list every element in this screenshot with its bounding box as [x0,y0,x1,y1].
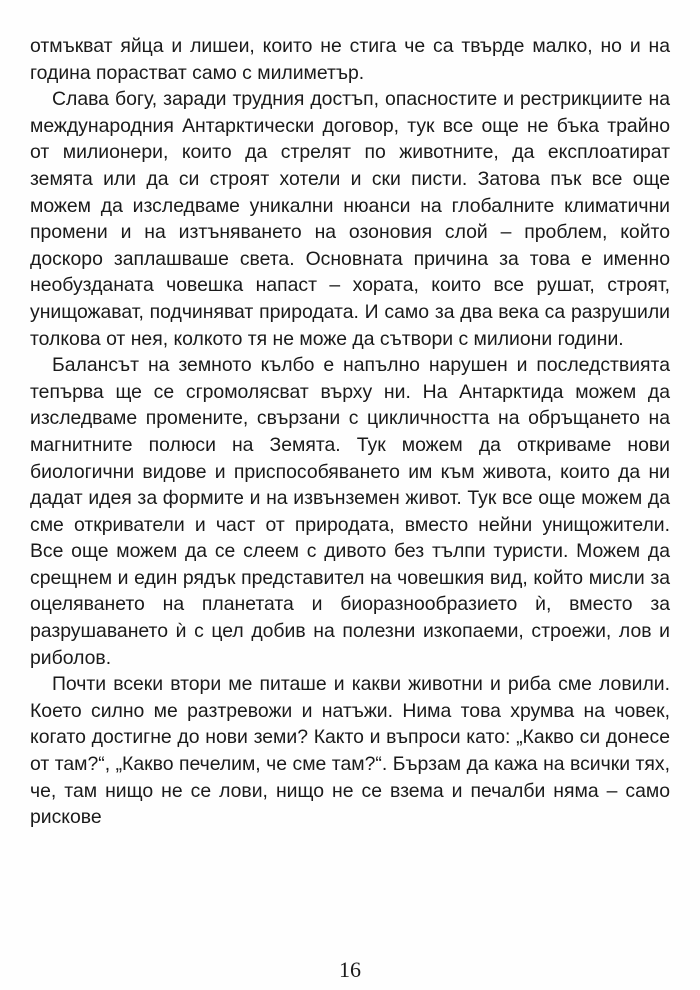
paragraph: Слава богу, заради трудния достъп, опасностите и рестрикциите на международния Антарктически договор, тук все още не бъка трайно от милионери, които да стрелят по животните, да експлоатират земята или да си строят хотели и ски писти. Затова пък все още можем да изследваме уникални нюанси на глобалните климатични промени и на изтъняването на озоновия слой – проблем, който доскоро заплашваше света. Основната причина за това е именно необузданата човешка напаст – хората, които все рушат, строят, унищожават, подчиняват природата. И само за два века са разрушили толкова от нея, колкото тя не може да сътвори с милиони години. [30,88,670,350]
body-text [30,33,670,831]
paragraph: Балансът на земното кълбо е напълно нарушен и последствията тепърва ще се сгромолясват върху ни. На Антарктида можем да изследваме промените, свързани с цикличността на обръщането на магнитните полюси на Земята. Тук можем да откриваме нови биологични видове и приспособяването им към живота, които да ни дадат идея за формите и на извънземен живот. Тук все още можем да сме откриватели и част от природата, вместо нейни унищожители. Все още можем да се слеем с дивото без тълпи туристи. Можем да срещнем и един рядък представител на човешкия вид, който мисли за оцеляването на планетата и биоразнообразието ѝ, вместо за разрушаването ѝ с цел добив на полезни изкопаеми, строежи, лов и риболов. [30,354,670,669]
paragraph: Почти всеки втори ме питаше и какви животни и риба сме ловили. Което силно ме разтревожи и натъжи. Нима това хрумва на човек, когато достигне до нови земи? Както и въпроси като: „Какво си донесе от там?“, „Какво печелим, че сме там?“. Бързам да кажа на всички тях, че, там нищо не се лови, нищо не се взема и печалби няма – само рискове [30,673,670,829]
page-number: 16 [339,957,361,982]
paragraph-continuation: отмъкват яйца и лишеи, които не стига че са твърде малко, но и на година порастват само с милиметър. [30,35,670,84]
